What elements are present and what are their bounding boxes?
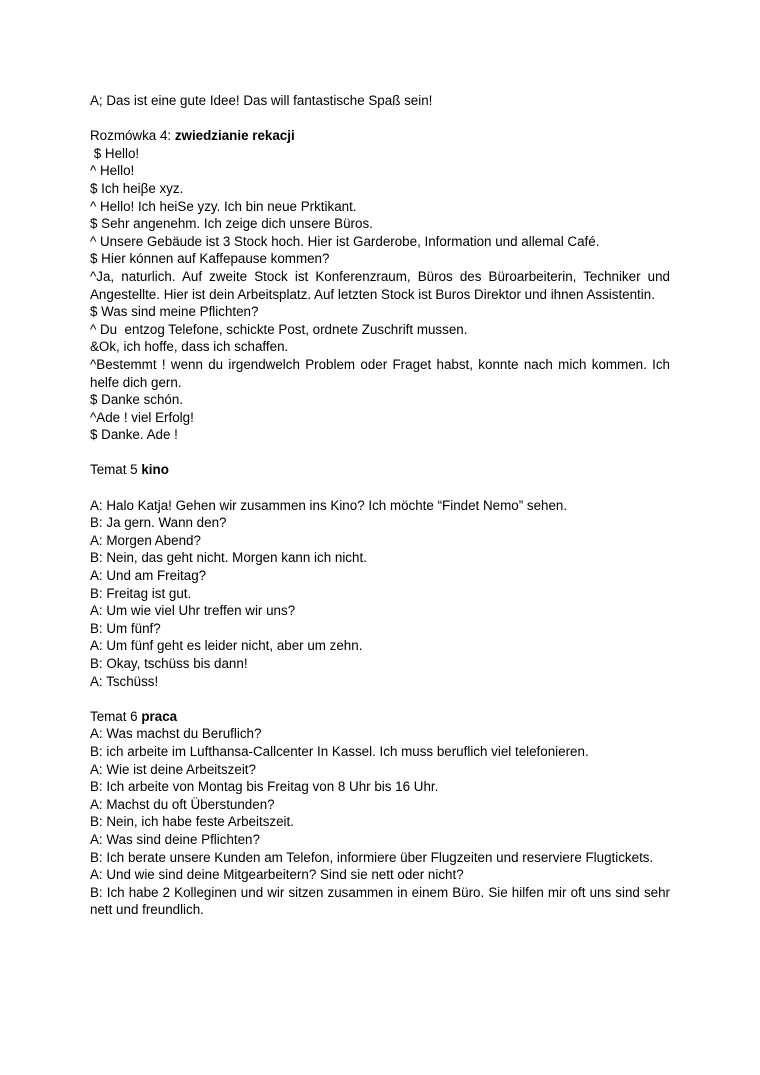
dialogue-line: $ Danke schón. [90,392,184,408]
paragraph-gap [90,110,670,128]
dialogue-line: A: Morgen Abend? [90,532,201,548]
dialogue-line: A: Um fünf geht es leider nicht, aber um zehn. [90,638,363,654]
dialogue-line: B: Okay, tschüss bis dann! [90,656,248,671]
dialogue-line: ^ Du entzog Telefone, schickte Post, ordnete Zuschrift mussen. [90,321,468,337]
dialogue-line: $ Hier kónnen auf Kaffepause kommen? [90,251,330,267]
section-4-heading-prefix: Rozmówka 4: [90,128,175,144]
section-5-heading-bold: kino [141,462,169,478]
dialogue-line: B: ich arbeite im Lufthansa-Callcenter In Kassel. Ich muss beruflich viel telefonieren. [90,743,589,759]
dialogue-line: B: Ich habe 2 Kolleginen und wir sitzen zusammen in einem Büro. Sie hilfen mir oft uns sind sehr nett und freundlich. [90,884,670,918]
dialogue-line: ^Bestemmt ! wenn du irgendwelch Problem oder Fraget habst, konnte nach mich kommen. Ich helfe dich gern. [90,356,670,390]
paragraph-gap [90,444,670,462]
dialogue-line: ^Ja, naturlich. Auf zweite Stock ist Konferenzraum, Büros des Büroarbeiterin, Techniker und Angestellte. Hier ist dein Arbeitsplatz. Auf letzten Stock ist Buros Direktor und ihnen Assistentin. [90,268,670,302]
dialogue-line: B: Freitag ist gut. [90,585,192,601]
section-5 [90,461,670,690]
document-page [90,92,670,919]
dialogue-line: $ Hello! [90,145,140,161]
dialogue-line: $ Sehr angenehm. Ich zeige dich unsere Büros. [90,216,373,232]
section-4 [90,127,670,444]
dialogue-line: $ Danke. Ade ! [90,427,178,443]
dialogue-line: ^ Hello! Ich heiSe yzy. Ich bin neue Prktikant. [90,198,357,214]
section-6-heading [90,708,670,726]
dialogue-line: &Ok, ich hoffe, dass ich schaffen. [90,339,289,355]
paragraph-gap [90,479,670,497]
section-5-heading [90,461,670,479]
section-4-heading-bold: zwiedzianie rekacji [174,128,295,144]
dialogue-line: B: Nein, das geht nicht. Morgen kann ich nicht. [90,550,367,566]
dialogue-line: B: Nein, ich habe feste Arbeitszeit. [90,814,294,830]
dialogue-line: ^ Unsere Gebäude ist 3 Stock hoch. Hier ist Garderobe, Information und allemal Café. [90,233,600,249]
dialogue-line: B: Ich arbeite von Montag bis Freitag von 8 Uhr bis 16 Uhr. [90,779,439,795]
dialogue-line: A: Tschüss! [90,673,159,689]
intro-line: A; Das ist eine gute Idee! Das will fantastische Spaß sein! [90,93,433,108]
dialogue-line: B: Um fünf? [90,620,161,636]
dialogue-line: A: Halo Katja! Gehen wir zusammen ins Kino? Ich möchte “Findet Nemo” sehen. [90,497,568,513]
dialogue-line: A: Was sind deine Pflichten? [90,831,260,847]
section-5-heading-prefix: Temat 5 [90,462,142,478]
dialogue-line: B: Ich berate unsere Kunden am Telefon, informiere über Flugzeiten und reserviere Flugtickets. [90,849,654,865]
dialogue-line: A: Was machst du Beruflich? [90,726,262,742]
dialogue-line: ^Ade ! viel Erfolg! [90,409,194,425]
dialogue-line: $ Ich heiβe xyz. [90,180,184,196]
section-6-heading-prefix: Temat 6 [90,708,142,724]
dialogue-line: A: Um wie viel Uhr treffen wir uns? [90,603,296,619]
section-6-heading-bold: praca [141,708,178,724]
dialogue-line: ^ Hello! [90,163,135,179]
dialogue-line: B: Ja gern. Wann den? [90,515,227,531]
dialogue-line: A: Wie ist deine Arbeitszeit? [90,761,256,777]
paragraph-gap [90,690,670,708]
section-4-heading [90,127,670,145]
dialogue-line: $ Was sind meine Pflichten? [90,304,259,320]
section-6 [90,708,670,919]
dialogue-line: A: Machst du oft Überstunden? [90,796,275,812]
dialogue-line: A: Und wie sind deine Mitgearbeitern? Sind sie nett oder nicht? [90,867,464,883]
dialogue-line: A: Und am Freitag? [90,568,207,584]
